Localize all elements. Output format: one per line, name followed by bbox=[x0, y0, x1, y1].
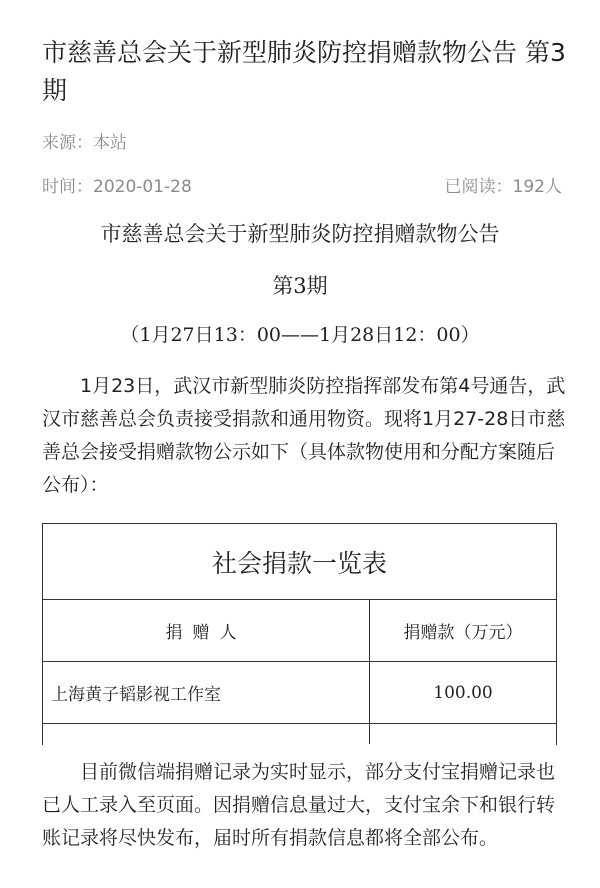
article-time: 时间：2020-01-28 bbox=[42, 177, 192, 197]
intro-paragraph: 1月23日，武汉市新型肺炎防控指挥部发布第4号通告，武汉市慈善总会负责接受捐款和通用物资。现将1月27-28日市慈善总会接受捐赠款物公示如下（具体款物使用和分配方案随后公布）： bbox=[42, 375, 566, 496]
document-period: （1月27日13：00——1月28日12：00） bbox=[120, 324, 480, 346]
article-read-count: 已阅读：192人 bbox=[444, 177, 562, 197]
article-source: 来源：本站 bbox=[42, 133, 127, 153]
closing-paragraph: 目前微信端捐赠记录为实时显示，部分支付宝捐赠记录也已人工录入至页面。因捐赠信息量过大，支付宝余下和银行转账记录将尽快发布，届时所有捐款信息都将全部公布。 bbox=[42, 761, 556, 849]
article-title: 市慈善总会关于新型肺炎防控捐赠款物公告 第3期 bbox=[42, 38, 566, 105]
header-amount: 捐赠款（万元） bbox=[403, 623, 523, 643]
table-header-row bbox=[43, 600, 556, 662]
header-donor: 捐赠人 bbox=[43, 600, 370, 661]
document-heading: 市慈善总会关于新型肺炎防控捐赠款物公告 bbox=[100, 222, 500, 246]
donation-table bbox=[42, 523, 557, 745]
document-issue: 第3期 bbox=[272, 274, 328, 298]
table-row bbox=[43, 662, 556, 724]
table-title: 社会捐款一览表 bbox=[43, 524, 556, 600]
cell-amount: 100.00 bbox=[433, 682, 493, 703]
table-row-cutoff bbox=[43, 724, 556, 744]
cell-donor: 上海黄子韬影视工作室 bbox=[43, 662, 370, 723]
